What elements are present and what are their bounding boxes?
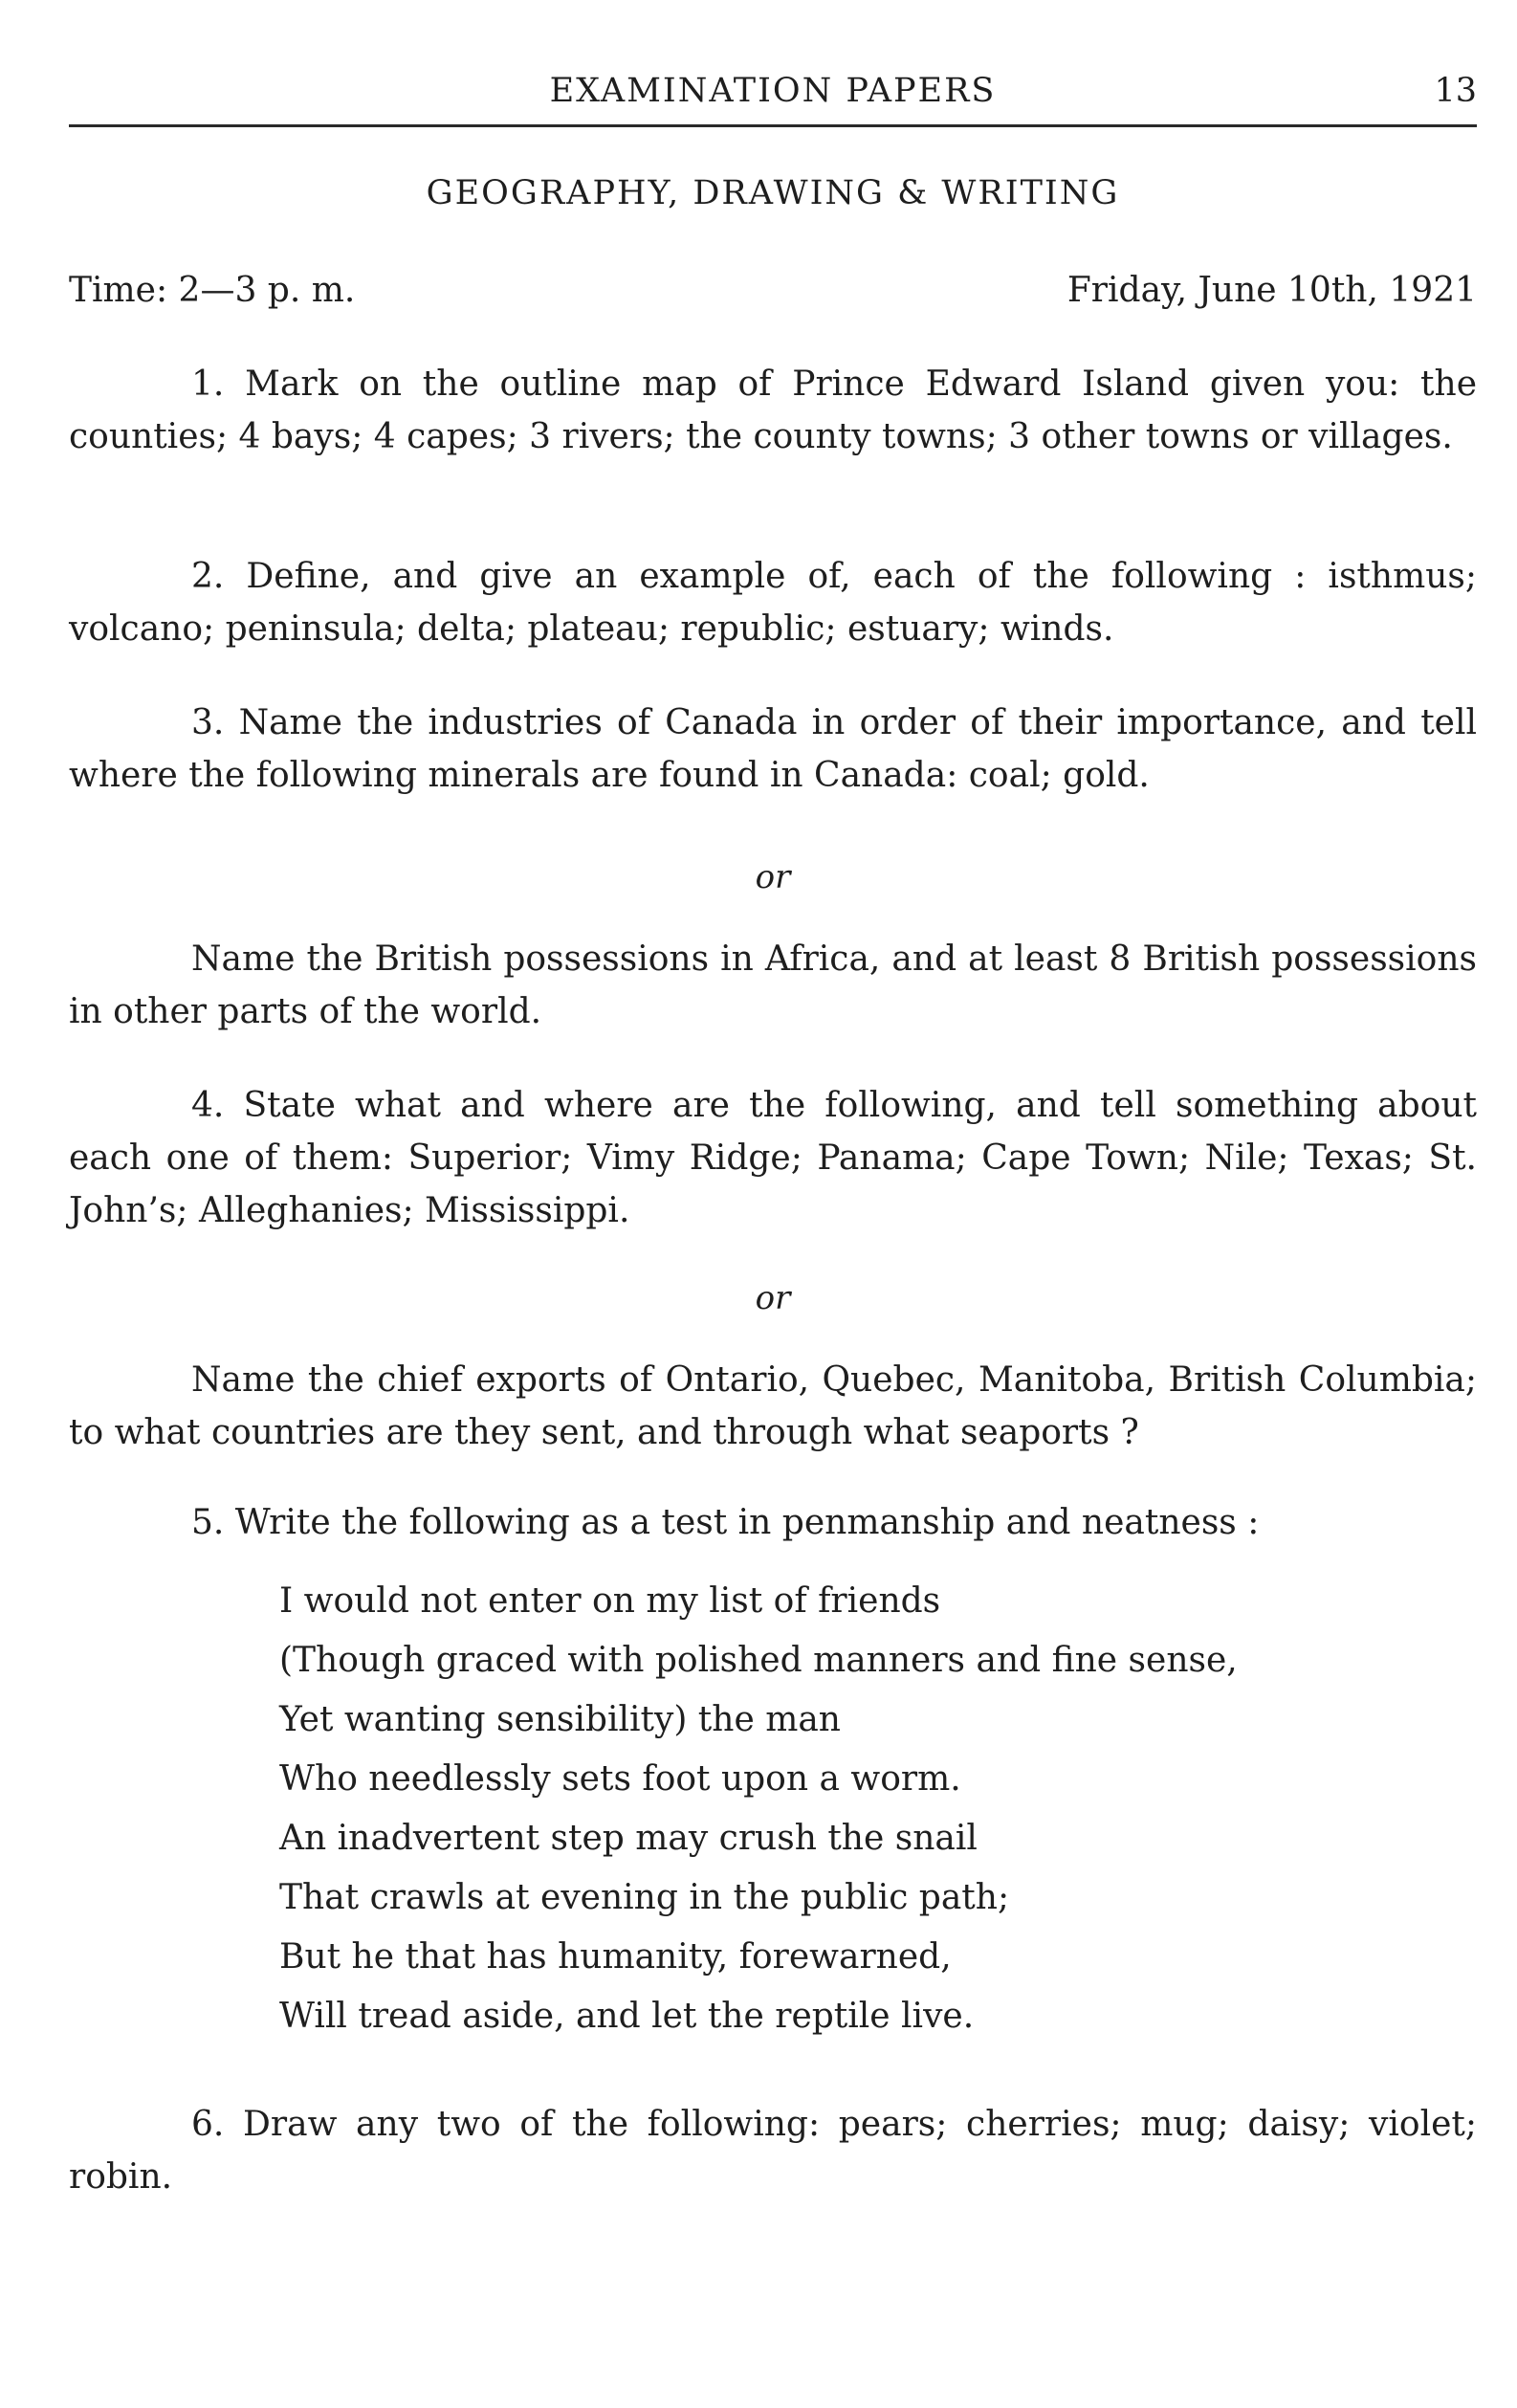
question-2-text: 2. Define, and give an example of, each of the following : isthmus; volcano; peninsula; delta; plateau; republic; estuary; winds. [69,557,1477,649]
question-4 [69,1079,1477,1237]
poem-line: That crawls at evening in the public path; [279,1878,1010,1917]
question-2 [69,550,1477,655]
section-heading: GEOGRAPHY, DRAWING & WRITING [426,174,1120,212]
poem-line: Yet wanting sensibility) the man [279,1700,841,1739]
time-date-row [69,264,1477,317]
page-header [69,65,1477,113]
page-number: 13 [1434,72,1477,110]
exam-time: Time: 2—3 p. m. [69,271,356,310]
or-separator-1: or [755,858,791,896]
poem-line: I would not enter on my list of friends [279,1581,941,1621]
question-3-alternative-text: Name the British possessions in Africa, and at least 8 British possessions in other parts of the world. [69,939,1477,1031]
question-1 [69,358,1477,463]
question-4-text: 4. State what and where are the following, and tell something about each one of them: Superior; Vimy Ridge; Panama; Cape Town; Nile; Texas; St. John’s; Alleghanies; Mississippi. [69,1086,1477,1230]
or-separator-2: or [755,1279,791,1317]
poem-line: Will tread aside, and let the reptile live. [279,1997,975,2036]
poem-line: An inadvertent step may crush the snail [279,1819,978,1858]
header-rule [69,124,1477,127]
question-5 [69,1496,1477,1549]
question-3-alternative [69,933,1477,1038]
poem-line: But he that has humanity, forewarned, [279,1937,952,1977]
question-6 [69,2098,1477,2203]
question-1-text: 1. Mark on the outline map of Prince Edward Island given you: the counties; 4 bays; 4 capes; 3 rivers; the county towns; 3 other towns or villages. [69,365,1477,456]
poem-line: Who needlessly sets foot upon a worm. [279,1759,961,1799]
exam-date: Friday, June 10th, 1921 [1066,271,1477,310]
running-title: EXAMINATION PAPERS [549,72,997,110]
question-5-text: 5. Write the following as a test in penmanship and neatness : [191,1503,1260,1542]
question-4-alternative-text: Name the chief exports of Ontario, Quebec, Manitoba, British Columbia; to what countries are they sent, and through what seaports ? [69,1360,1477,1452]
poem-line: (Though graced with polished manners and fine sense, [279,1641,1238,1680]
penmanship-poem [279,1572,1427,2046]
question-3-text: 3. Name the industries of Canada in order of their importance, and tell where the following minerals are found in Canada: coal; gold. [69,703,1477,795]
question-6-text: 6. Draw any two of the following: pears; cherries; mug; daisy; violet; robin. [69,2105,1477,2197]
exam-page [69,0,1477,2408]
question-4-alternative [69,1354,1477,1459]
question-3 [69,696,1477,802]
